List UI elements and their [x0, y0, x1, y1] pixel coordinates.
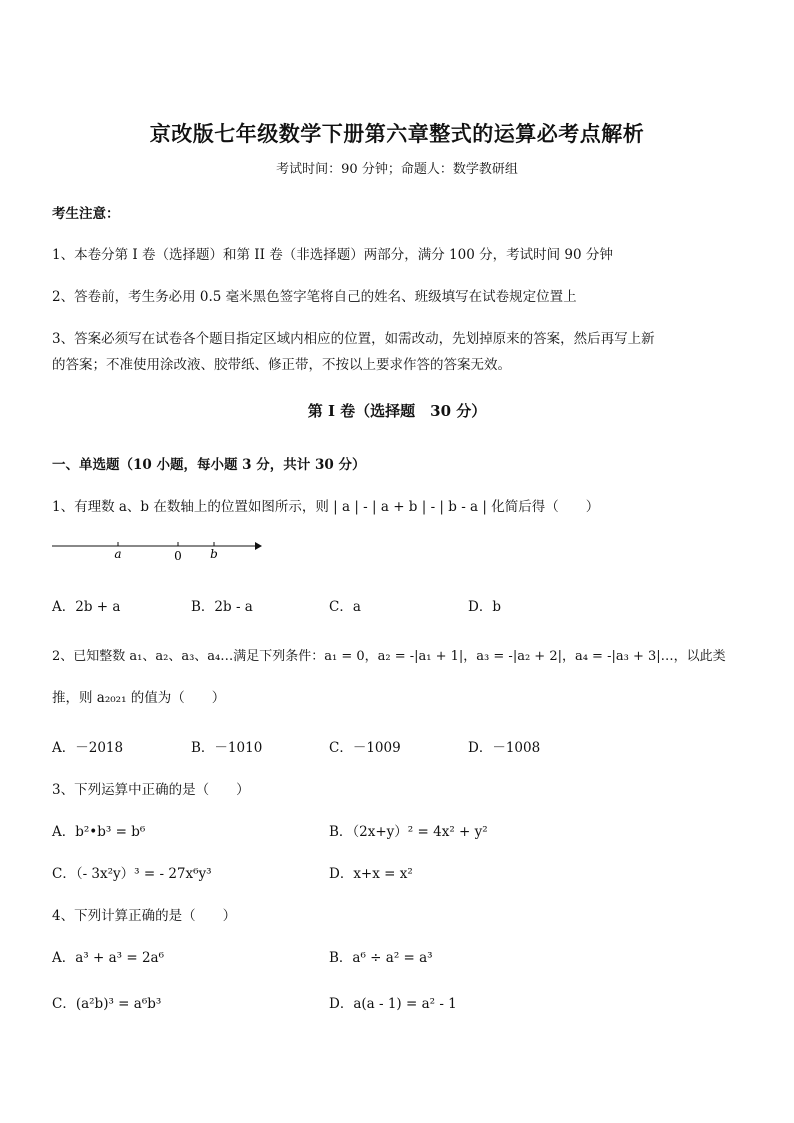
- arrow-right-icon: [255, 542, 262, 550]
- question-2-stem-cont: 推，则 a₂₀₂₁ 的值为（ ）: [52, 690, 226, 706]
- axis-label-0: 0: [174, 549, 182, 563]
- option-b: B．（2x+y）² = 4x² + y²: [329, 824, 488, 840]
- section-title: 第 I 卷（选择题 30 分）: [307, 402, 487, 420]
- option-d: D．－1008: [468, 740, 541, 756]
- exam-subtitle: 考试时间：90 分钟；命题人：数学教研组: [276, 162, 518, 177]
- axis-label-b: b: [210, 547, 218, 561]
- option-c: C．a: [329, 599, 361, 615]
- question-1-stem: 1、有理数 a、b 在数轴上的位置如图所示，则 | a | - | a + b | - | b - a | 化简后得（ ）: [52, 499, 600, 515]
- option-c: C．－1009: [329, 740, 401, 756]
- option-d: D．b: [468, 599, 501, 615]
- question-2-stem: 2、已知整数 a₁、a₂、a₃、a₄…满足下列条件：a₁ = 0，a₂ = -|a₁ + 1|，a₃ = -|a₂ + 2|，a₄ = -|a₃ + 3|…，以此类: [52, 649, 726, 664]
- option-a: A．b²•b³ = b⁶: [52, 824, 146, 840]
- axis-label-a: a: [114, 547, 122, 561]
- option-a: A．a³ + a³ = 2a⁶: [52, 950, 165, 966]
- option-c: C．(a²b)³ = a⁶b³: [52, 996, 162, 1012]
- notice-heading: 考生注意：: [52, 206, 120, 222]
- number-line-figure: [52, 536, 262, 566]
- notice-item: 的答案；不准使用涂改液、胶带纸、修正带，不按以上要求作答的答案无效。: [52, 357, 511, 373]
- option-b: B．2b - a: [191, 599, 253, 615]
- page-title: 京改版七年级数学下册第六章整式的运算必考点解析: [149, 121, 645, 146]
- option-a: A．－2018: [52, 740, 124, 756]
- notice-item: 1、本卷分第 I 卷（选择题）和第 II 卷（非选择题）两部分，满分 100 分，考试时间 90 分钟: [52, 247, 613, 263]
- option-c: C．（- 3x²y）³ = - 27x⁶y³: [52, 866, 212, 882]
- question-3-stem: 3、下列运算中正确的是（ ）: [52, 782, 250, 798]
- option-d: D．a(a - 1) = a² - 1: [329, 996, 457, 1012]
- option-b: B．－1010: [191, 740, 263, 756]
- option-d: D．x+x = x²: [329, 866, 413, 882]
- notice-item: 3、答案必须写在试卷各个题目指定区域内相应的位置，如需改动，先划掉原来的答案，然后再写上新: [52, 331, 655, 347]
- notice-item: 2、答卷前，考生务必用 0.5 毫米黑色签字笔将自己的姓名、班级填写在试卷规定位置上: [52, 289, 577, 305]
- question-4-stem: 4、下列计算正确的是（ ）: [52, 908, 237, 924]
- part-heading: 一、单选题（10 小题，每小题 3 分，共计 30 分）: [52, 457, 366, 473]
- option-a: A．2b + a: [52, 599, 121, 615]
- option-b: B．a⁶ ÷ a² = a³: [329, 950, 433, 966]
